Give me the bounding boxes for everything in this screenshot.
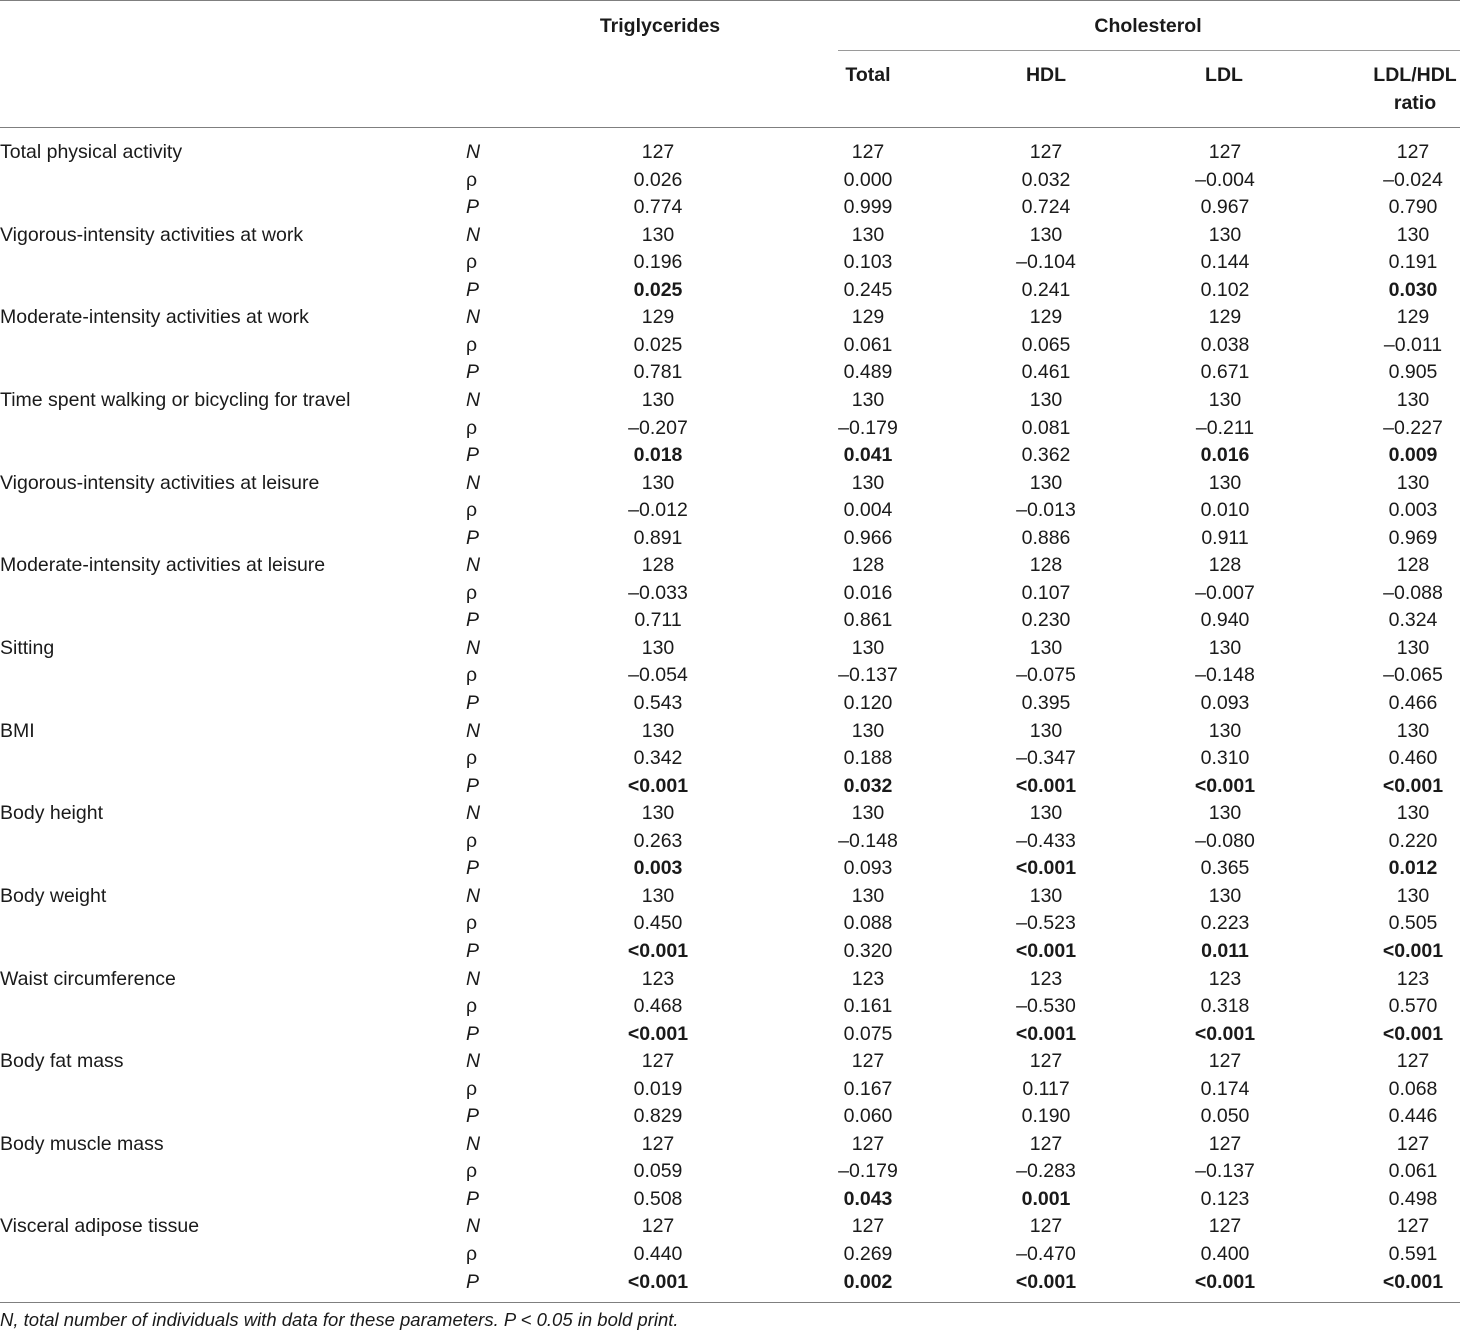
value-p: 0.320	[843, 939, 893, 962]
value-rho: 0.144	[1200, 251, 1250, 274]
value-n: 127	[1029, 141, 1063, 163]
stat-label-rho: ρ	[466, 1077, 478, 1100]
value-n: 123	[851, 967, 885, 990]
value-n: 130	[1208, 471, 1242, 494]
value-rho: –0.227	[1383, 416, 1443, 439]
stat-label-rho: ρ	[466, 251, 478, 274]
value-rho: 0.310	[1200, 747, 1250, 770]
value-p: 0.969	[1388, 526, 1438, 549]
value-p: 0.075	[843, 1022, 893, 1045]
stat-label-n: N	[466, 471, 481, 494]
value-rho: 0.468	[633, 995, 683, 1018]
value-rho: –0.088	[1383, 581, 1443, 604]
value-p: 0.190	[1021, 1105, 1071, 1128]
value-n: 123	[1208, 967, 1242, 990]
value-rho: 0.025	[633, 333, 683, 356]
row-label: Body height	[0, 802, 103, 825]
value-p: <0.001	[1382, 939, 1444, 962]
value-n: 127	[1208, 1215, 1242, 1238]
value-p: 0.891	[633, 526, 683, 549]
value-n: 130	[851, 884, 885, 907]
value-p: 0.093	[1200, 692, 1250, 714]
value-n: 130	[851, 388, 885, 411]
value-p: <0.001	[1194, 774, 1256, 797]
value-rho: 0.032	[1021, 168, 1071, 191]
stat-label-rho: ρ	[466, 499, 478, 522]
value-n: 130	[1208, 388, 1242, 411]
row-label: Vigorous-intensity activities at work	[0, 223, 304, 246]
value-p: 0.365	[1200, 857, 1250, 880]
value-rho: –0.007	[1195, 581, 1255, 604]
stat-label-n: N	[466, 884, 481, 907]
value-p: 0.120	[843, 692, 893, 714]
value-rho: –0.148	[1195, 664, 1255, 687]
value-n: 130	[1208, 223, 1242, 246]
value-n: 128	[641, 554, 675, 577]
row-label: Vigorous-intensity activities at leisure	[0, 471, 320, 494]
value-n: 130	[1396, 884, 1430, 907]
value-n: 127	[1208, 141, 1242, 163]
row-label: Moderate-intensity activities at work	[0, 306, 309, 329]
value-p: 0.781	[633, 361, 683, 384]
stat-label-rho: ρ	[466, 168, 478, 191]
stat-label-p: P	[466, 196, 480, 219]
value-rho: –0.137	[1195, 1160, 1255, 1183]
stat-label-p: P	[466, 939, 480, 962]
value-rho: –0.179	[838, 1160, 898, 1183]
value-p: 0.999	[843, 196, 893, 219]
value-p: 0.774	[633, 196, 683, 219]
value-p: 0.861	[843, 609, 893, 632]
value-n: 127	[851, 1132, 885, 1155]
value-n: 128	[1396, 554, 1430, 577]
value-n: 130	[641, 884, 675, 907]
stat-label-n: N	[466, 388, 481, 411]
value-p: 0.829	[633, 1105, 683, 1128]
value-p: <0.001	[627, 1022, 689, 1045]
value-p: 0.886	[1021, 526, 1071, 549]
stat-label-p: P	[466, 1022, 480, 1045]
value-rho: –0.211	[1195, 416, 1255, 439]
value-n: 128	[1208, 554, 1242, 577]
value-rho: –0.179	[838, 416, 898, 439]
value-rho: 0.450	[633, 912, 683, 935]
value-rho: 0.400	[1200, 1243, 1250, 1265]
value-n: 130	[1029, 388, 1063, 411]
value-n: 130	[1029, 719, 1063, 742]
value-rho: 0.220	[1388, 829, 1438, 852]
value-p: 0.245	[843, 278, 893, 301]
stat-label-n: N	[466, 1050, 481, 1073]
value-rho: 0.003	[1388, 499, 1438, 522]
stat-label-p: P	[466, 857, 480, 880]
value-p: 0.543	[633, 692, 683, 714]
header-bottom-rule	[0, 127, 1460, 128]
value-p: <0.001	[627, 774, 689, 797]
stat-label-rho: ρ	[466, 1160, 478, 1183]
value-n: 130	[1029, 471, 1063, 494]
value-p: 0.030	[1388, 278, 1438, 301]
value-n: 130	[1208, 884, 1242, 907]
value-n: 130	[641, 471, 675, 494]
stat-label-rho: ρ	[466, 1243, 478, 1265]
value-rho: 0.068	[1388, 1077, 1438, 1100]
value-n: 127	[1396, 141, 1430, 163]
table-bottom-rule	[0, 1302, 1460, 1303]
value-n: 130	[641, 719, 675, 742]
value-rho: 0.460	[1388, 747, 1438, 770]
header-ratio-line2: ratio	[1393, 92, 1437, 114]
value-p: 0.002	[843, 1270, 893, 1293]
value-n: 127	[641, 1050, 675, 1073]
value-rho: 0.059	[633, 1160, 683, 1183]
value-p: <0.001	[1015, 1270, 1077, 1293]
stat-label-rho: ρ	[466, 333, 478, 356]
value-n: 129	[851, 306, 885, 329]
table-footnote: N, total number of individuals with data for these parameters. P < 0.05 in bold print.	[0, 1309, 679, 1330]
value-p: 0.041	[843, 444, 893, 467]
value-n: 127	[641, 141, 675, 163]
stat-label-p: P	[466, 278, 480, 301]
value-n: 130	[1396, 471, 1430, 494]
value-p: 0.790	[1388, 196, 1438, 219]
stat-label-p: P	[466, 1105, 480, 1128]
stat-label-rho: ρ	[466, 995, 478, 1018]
value-p: 0.060	[843, 1105, 893, 1128]
value-p: 0.230	[1021, 609, 1071, 632]
value-rho: –0.523	[1016, 912, 1076, 935]
value-n: 129	[1208, 306, 1242, 329]
value-rho: –0.075	[1016, 664, 1076, 687]
value-p: 0.001	[1021, 1187, 1071, 1210]
header-cholesterol: Cholesterol	[1094, 15, 1202, 37]
value-n: 128	[851, 554, 885, 577]
value-p: <0.001	[1382, 774, 1444, 797]
value-p: 0.940	[1200, 609, 1250, 632]
value-p: <0.001	[1194, 1270, 1256, 1293]
value-n: 130	[1208, 636, 1242, 659]
value-p: <0.001	[627, 939, 689, 962]
cholesterol-span-rule	[838, 50, 1460, 51]
value-p: 0.011	[1201, 939, 1249, 962]
value-rho: 0.026	[633, 168, 683, 191]
value-p: <0.001	[1382, 1270, 1444, 1293]
value-p: <0.001	[627, 1270, 689, 1293]
value-p: 0.466	[1388, 692, 1438, 714]
value-rho: –0.137	[838, 664, 898, 687]
stat-label-n: N	[466, 719, 481, 742]
value-rho: 0.440	[633, 1243, 683, 1265]
stat-label-n: N	[466, 223, 481, 246]
value-p: 0.508	[633, 1187, 683, 1210]
value-rho: –0.470	[1016, 1243, 1076, 1265]
value-rho: –0.347	[1016, 747, 1076, 770]
value-n: 127	[851, 1215, 885, 1238]
value-rho: 0.088	[843, 912, 893, 935]
stat-label-p: P	[466, 774, 480, 797]
value-n: 127	[1029, 1050, 1063, 1073]
value-n: 130	[1396, 719, 1430, 742]
row-label: BMI	[0, 719, 35, 742]
value-p: 0.461	[1021, 361, 1071, 384]
value-n: 130	[1208, 802, 1242, 825]
value-rho: –0.013	[1016, 499, 1076, 522]
stat-label-rho: ρ	[466, 829, 478, 852]
header-ldl: LDL	[1205, 64, 1243, 86]
value-rho: 0.505	[1388, 912, 1438, 935]
value-p: 0.498	[1388, 1187, 1438, 1210]
row-label: Moderate-intensity activities at leisure	[0, 554, 326, 577]
value-rho: –0.024	[1383, 168, 1443, 191]
stat-label-p: P	[466, 361, 480, 384]
value-rho: 0.117	[1022, 1077, 1070, 1100]
value-n: 130	[641, 802, 675, 825]
value-rho: 0.318	[1200, 995, 1250, 1018]
row-label: Body weight	[0, 884, 107, 907]
header-total: Total	[845, 64, 891, 86]
stat-label-n: N	[466, 1215, 481, 1238]
value-p: 0.724	[1021, 196, 1071, 219]
value-n: 130	[1396, 388, 1430, 411]
value-rho: –0.148	[838, 829, 898, 852]
row-label: Sitting	[0, 636, 55, 659]
value-n: 127	[1208, 1132, 1242, 1155]
value-rho: 0.196	[633, 251, 683, 274]
row-label: Visceral adipose tissue	[0, 1215, 200, 1238]
value-p: 0.446	[1388, 1105, 1438, 1128]
value-n: 130	[641, 636, 675, 659]
value-rho: 0.019	[633, 1077, 683, 1100]
stat-label-p: P	[466, 1187, 480, 1210]
row-label: Time spent walking or bicycling for travel	[0, 388, 351, 411]
table-top-rule	[0, 0, 1460, 1]
value-rho: 0.004	[843, 499, 893, 522]
value-p: <0.001	[1382, 1022, 1444, 1045]
value-n: 130	[1029, 802, 1063, 825]
value-p: 0.003	[633, 857, 683, 880]
value-rho: 0.161	[843, 995, 893, 1018]
stat-label-p: P	[466, 444, 480, 467]
value-p: 0.123	[1200, 1187, 1250, 1210]
value-n: 130	[1396, 636, 1430, 659]
value-p: 0.671	[1200, 361, 1250, 384]
value-p: 0.324	[1388, 609, 1438, 632]
value-n: 127	[641, 1132, 675, 1155]
value-rho: –0.065	[1383, 664, 1443, 687]
stat-label-n: N	[466, 306, 481, 329]
value-n: 127	[851, 141, 885, 163]
value-rho: 0.188	[843, 747, 893, 770]
stat-label-n: N	[466, 802, 481, 825]
value-p: 0.102	[1200, 278, 1250, 301]
header-ldl-hdl-ratio	[1330, 61, 1460, 117]
value-rho: 0.000	[843, 168, 893, 191]
value-p: 0.241	[1021, 278, 1071, 301]
stat-label-n: N	[466, 636, 481, 659]
value-p: 0.489	[843, 361, 893, 384]
value-rho: 0.570	[1388, 995, 1438, 1018]
value-p: 0.018	[633, 444, 683, 467]
value-n: 127	[1396, 1050, 1430, 1073]
value-rho: 0.342	[633, 747, 683, 770]
value-rho: –0.283	[1016, 1160, 1076, 1183]
value-p: 0.016	[1200, 444, 1250, 467]
value-p: <0.001	[1015, 857, 1077, 880]
value-n: 130	[851, 636, 885, 659]
value-n: 130	[851, 719, 885, 742]
value-n: 127	[1029, 1215, 1063, 1238]
row-label: Total physical activity	[0, 141, 183, 163]
value-p: 0.032	[843, 774, 893, 797]
value-rho: –0.011	[1383, 333, 1443, 356]
stat-label-p: P	[466, 526, 480, 549]
value-rho: 0.081	[1021, 416, 1071, 439]
value-n: 123	[641, 967, 675, 990]
value-p: 0.012	[1388, 857, 1438, 880]
value-p: <0.001	[1015, 939, 1077, 962]
row-label: Body fat mass	[0, 1050, 124, 1073]
value-rho: –0.104	[1016, 251, 1076, 274]
value-p: 0.050	[1200, 1105, 1250, 1128]
value-n: 130	[1029, 223, 1063, 246]
value-n: 129	[641, 306, 675, 329]
value-rho: 0.591	[1388, 1243, 1438, 1265]
stat-label-rho: ρ	[466, 912, 478, 935]
stat-label-rho: ρ	[466, 747, 478, 770]
value-p: <0.001	[1194, 1022, 1256, 1045]
value-n: 127	[1396, 1215, 1430, 1238]
value-n: 130	[851, 802, 885, 825]
stat-label-rho: ρ	[466, 664, 478, 687]
value-p: <0.001	[1015, 774, 1077, 797]
value-rho: –0.012	[628, 499, 688, 522]
value-rho: 0.191	[1388, 251, 1438, 274]
value-n: 128	[1029, 554, 1063, 577]
value-n: 127	[1029, 1132, 1063, 1155]
value-n: 127	[851, 1050, 885, 1073]
value-n: 130	[1396, 223, 1430, 246]
value-p: <0.001	[1015, 1022, 1077, 1045]
header-ratio-line1: LDL/HDL	[1373, 64, 1457, 86]
value-rho: 0.061	[1388, 1160, 1438, 1183]
header-triglycerides: Triglycerides	[599, 15, 721, 37]
value-p: 0.905	[1388, 361, 1438, 384]
value-n: 130	[641, 223, 675, 246]
value-rho: 0.065	[1021, 333, 1071, 356]
value-n: 130	[851, 471, 885, 494]
value-n: 129	[1396, 306, 1430, 329]
value-p: 0.093	[843, 857, 893, 880]
value-n: 130	[1208, 719, 1242, 742]
row-label: Waist circumference	[0, 967, 176, 990]
value-p: 0.025	[633, 278, 683, 301]
value-n: 130	[1029, 636, 1063, 659]
value-n: 129	[1029, 306, 1063, 329]
value-p: 0.043	[843, 1187, 893, 1210]
value-p: 0.967	[1200, 196, 1250, 219]
value-rho: 0.174	[1200, 1077, 1250, 1100]
stat-label-n: N	[466, 554, 481, 577]
stat-label-n: N	[466, 967, 481, 990]
value-n: 123	[1029, 967, 1063, 990]
stat-label-rho: ρ	[466, 416, 478, 439]
value-n: 130	[641, 388, 675, 411]
value-p: 0.009	[1388, 444, 1438, 467]
value-rho: 0.107	[1021, 581, 1071, 604]
value-rho: 0.263	[633, 829, 683, 852]
value-n: 127	[641, 1215, 675, 1238]
value-rho: 0.038	[1200, 333, 1250, 356]
stat-label-n: N	[466, 141, 481, 163]
value-rho: –0.530	[1016, 995, 1076, 1018]
value-rho: –0.054	[628, 664, 688, 687]
value-n: 127	[1208, 1050, 1242, 1073]
value-rho: 0.269	[843, 1243, 893, 1265]
value-rho: 0.010	[1200, 499, 1250, 522]
value-p: 0.362	[1021, 444, 1071, 467]
value-n: 127	[1396, 1132, 1430, 1155]
stat-label-p: P	[466, 609, 480, 632]
value-rho: 0.061	[843, 333, 893, 356]
value-rho: –0.080	[1195, 829, 1255, 852]
row-label: Body muscle mass	[0, 1132, 164, 1155]
stat-label-n: N	[466, 1132, 481, 1155]
value-rho: 0.016	[843, 581, 893, 604]
value-n: 123	[1396, 967, 1430, 990]
value-rho: –0.207	[628, 416, 688, 439]
value-p: 0.966	[843, 526, 893, 549]
value-rho: –0.433	[1016, 829, 1076, 852]
value-rho: 0.167	[843, 1077, 893, 1100]
header-hdl: HDL	[1025, 64, 1067, 86]
value-n: 130	[1396, 802, 1430, 825]
value-rho: –0.033	[628, 581, 688, 604]
stat-label-rho: ρ	[466, 581, 478, 604]
value-p: 0.395	[1021, 692, 1071, 714]
stat-label-p: P	[466, 1270, 480, 1293]
value-n: 130	[1029, 884, 1063, 907]
value-rho: –0.004	[1195, 168, 1255, 191]
value-p: 0.911	[1201, 526, 1249, 549]
stat-label-p: P	[466, 692, 480, 714]
value-p: 0.711	[634, 609, 682, 632]
value-rho: 0.103	[843, 251, 893, 274]
value-n: 130	[851, 223, 885, 246]
value-rho: 0.223	[1200, 912, 1250, 935]
